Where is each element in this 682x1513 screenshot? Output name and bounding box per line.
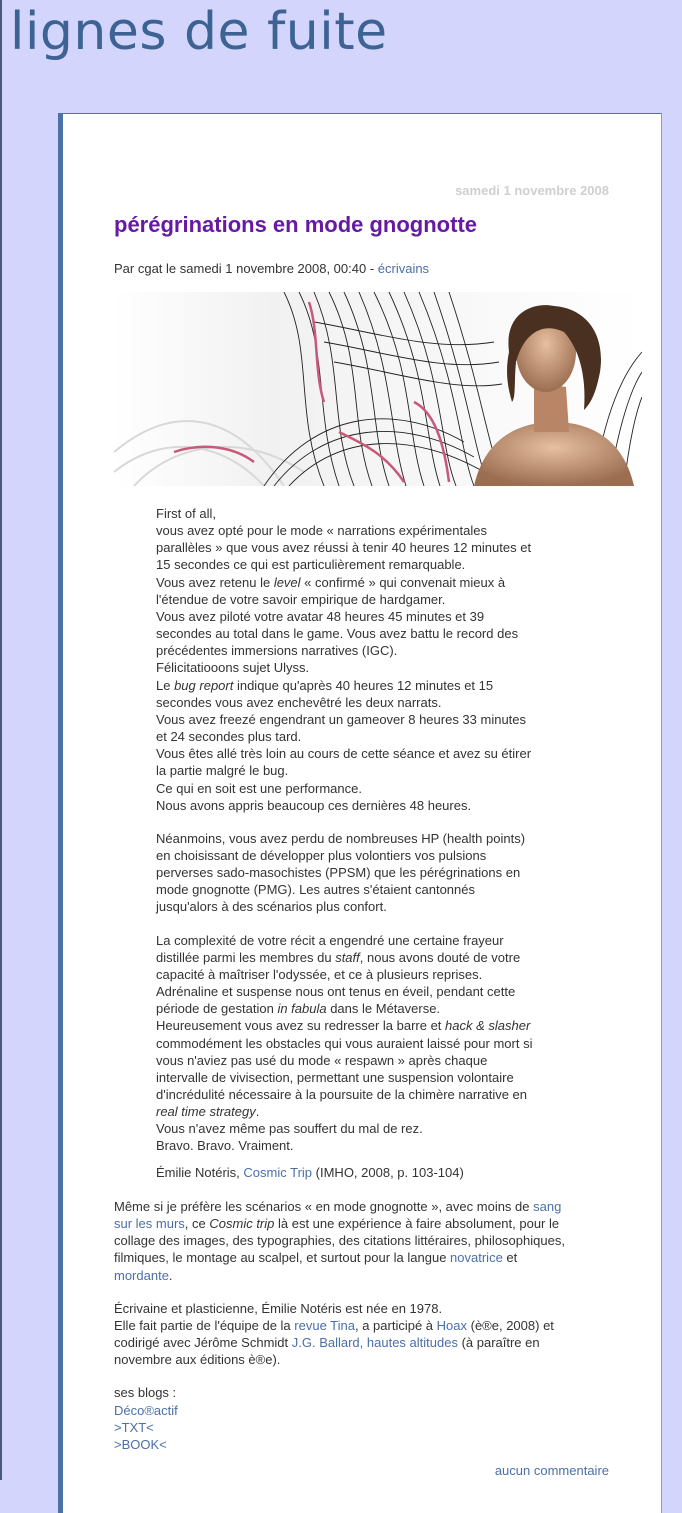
text-segment: First of all, <box>156 506 216 521</box>
text-segment: Bravo. Bravo. Vraiment. <box>156 1138 294 1154</box>
text-segment: Ce qui en soit est une performance. <box>156 780 362 796</box>
text-segment: filmiques, le montage au scalpel, et surtout pour la langue <box>114 1250 451 1266</box>
text-segment: parallèles » que vous avez réussi à tenir 40 heures 12 minutes et <box>156 540 532 556</box>
text-segment: Vous êtes allé très loin au cours de cette séance et avez su étirer <box>156 746 532 762</box>
blog-link-decoractif[interactable]: Déco®actif <box>114 1402 178 1418</box>
text-segment: et 24 secondes plus tard. <box>156 729 302 745</box>
byline-text: Par cgat le samedi 1 novembre 2008, 00:40 - <box>114 261 378 276</box>
text-segment: Félicitatiooons sujet Ulyss. <box>156 660 310 676</box>
text-segment: , nous avons douté de votre <box>359 949 521 965</box>
digital-art-figure-image <box>114 292 642 486</box>
text-segment: mode gnognotte (PMG). Les autres s'étaient cantonnés <box>156 882 476 898</box>
text-segment: période de gestation <box>156 1001 278 1017</box>
text-segment: . <box>168 1267 173 1283</box>
category-link[interactable]: écrivains <box>377 261 430 276</box>
text-segment: dans le Métaverse. <box>326 1001 441 1017</box>
text-segment: d'incrédulité nécessaire à la poursuite de la chimère narrative en <box>156 1087 528 1102</box>
text-segment: en choisissant de développer plus volontiers vos pulsions <box>156 847 487 863</box>
italic-term: level <box>273 574 301 590</box>
text-segment: novembre aux éditions è®e). <box>114 1352 281 1368</box>
inline-link[interactable]: novatrice <box>450 1250 503 1266</box>
site-title[interactable]: lignes de fuite <box>10 2 388 62</box>
text-segment: Adrénaline et suspense nous ont tenus en éveil, pendant cette <box>156 984 516 1000</box>
text-segment: Vous n'avez même pas souffert du mal de rez. <box>156 1121 423 1137</box>
attribution-author: Émilie Notéris, <box>156 1165 244 1180</box>
text-segment: (à paraître en <box>457 1335 540 1351</box>
text-segment: Elle fait partie de l'équipe de la <box>114 1317 295 1333</box>
text-segment: (è®e, 2008) et <box>467 1317 554 1333</box>
blogs-label: ses blogs : <box>114 1385 177 1401</box>
text-segment: , ce <box>184 1216 210 1232</box>
cosmic-trip-link[interactable]: Cosmic Trip <box>243 1165 313 1180</box>
inline-link[interactable]: revue Tina <box>294 1317 355 1333</box>
post-body <box>114 1198 614 1453</box>
body-paragraph-2 <box>114 1300 614 1369</box>
blog-link-txt[interactable]: >TXT< <box>114 1419 154 1435</box>
text-segment: « confirmé » qui convenait mieux à <box>300 574 506 590</box>
text-segment: Néanmoins, vous avez perdu de nombreuses HP (health points) <box>156 830 526 846</box>
text-segment: Le <box>156 677 175 693</box>
blogs-section <box>114 1384 614 1453</box>
text-segment: la partie malgré le bug. <box>156 763 289 779</box>
inline-link[interactable]: mordante <box>114 1267 169 1283</box>
banner-image <box>114 292 642 486</box>
text-segment: Vous avez retenu le <box>156 574 274 590</box>
italic-term: staff <box>335 949 360 965</box>
text-segment: vous n'aviez pas usé du mode « respawn » après chaque <box>156 1052 488 1068</box>
text-segment: Vous avez piloté votre avatar 48 heures 45 minutes et 39 <box>156 608 485 624</box>
attribution-source: (IMHO, 2008, p. 103-104) <box>312 1165 464 1180</box>
text-segment: intervalle de vivisection, permettant une suspension volontaire <box>156 1069 514 1085</box>
post-panel <box>58 113 662 1513</box>
text-segment: codirigé avec Jérôme Schmidt <box>114 1335 292 1351</box>
text-segment: . <box>255 1104 260 1120</box>
text-segment: indique qu'après 40 heures 12 minutes et 15 <box>233 677 494 693</box>
text-segment: là est une expérience à faire absolument, pour le <box>274 1216 560 1232</box>
quote-paragraph-2 <box>156 830 576 916</box>
text-segment: secondes au total dans le game. Vous avez battu le record des <box>156 626 519 642</box>
text-segment: Écrivaine et plasticienne, Émilie Notéris est née en 1978. <box>114 1300 443 1316</box>
italic-term: in fabula <box>277 1001 327 1017</box>
italic-term: hack & slasher <box>445 1018 531 1034</box>
text-segment: 15 secondes ce qui est particulièrement remarquable. <box>156 557 466 573</box>
inline-link[interactable]: J.G. Ballard, hautes altitudes <box>291 1335 458 1351</box>
text-segment: vous avez opté pour le mode « narrations expérimentales <box>156 523 487 539</box>
post-title[interactable]: pérégrinations en mode gnognotte <box>114 212 478 237</box>
text-segment: l'étendue de votre savoir empirique de hardgamer. <box>156 591 446 607</box>
inline-link[interactable]: Hoax <box>436 1317 467 1333</box>
inline-link[interactable]: sang <box>533 1199 562 1214</box>
text-segment: Nous avons appris beaucoup ces dernières 48 heures. <box>156 797 472 813</box>
text-segment: précédentes immersions narratives (IGC). <box>156 643 398 659</box>
inline-link[interactable]: sur les murs <box>114 1216 185 1232</box>
text-segment: secondes vous avez enchevêtré les deux narrats. <box>156 694 442 710</box>
text-segment: collage des images, des typographies, des citations littéraires, philosophiques, <box>114 1233 565 1249</box>
text-segment: Même si je préfère les scénarios « en mode gnognotte », avec moins de <box>114 1199 534 1214</box>
left-border-rule <box>0 0 2 1480</box>
text-segment: capacité à maîtriser l'odyssée, et ce à plusieurs reprises. <box>156 966 483 982</box>
italic-term: real time strategy <box>156 1104 256 1120</box>
text-segment: , a participé à <box>354 1317 437 1333</box>
text-segment: commodément les obstacles qui vous auraient laissé pour mort si <box>156 1035 533 1051</box>
text-segment: Vous avez freezé engendrant un gameover 8 heures 33 minutes <box>156 711 527 727</box>
blog-link-book[interactable]: >BOOK< <box>114 1436 167 1452</box>
post-date: samedi 1 novembre 2008 <box>455 183 609 198</box>
italic-term: Cosmic trip <box>209 1216 275 1232</box>
text-segment: perverses sado-masochistes (PPSM) que les pérégrinations en <box>156 865 521 881</box>
text-segment: Heureusement vous avez su redresser la barre et <box>156 1018 446 1034</box>
body-paragraph-1 <box>114 1198 614 1284</box>
text-segment: La complexité de votre récit a engendré une certaine frayeur <box>156 932 504 948</box>
text-segment: et <box>502 1250 518 1266</box>
quote-paragraph-3 <box>156 932 576 1155</box>
quote-attribution <box>156 1165 464 1180</box>
italic-term: bug report <box>174 677 234 693</box>
quote-block <box>156 505 576 1171</box>
text-segment: jusqu'alors à des scénarios plus confort. <box>156 899 387 915</box>
comments-link[interactable]: aucun commentaire <box>494 1463 609 1478</box>
post-byline <box>114 261 429 276</box>
text-segment: distillée parmi les membres du <box>156 949 336 965</box>
quote-paragraph-1 <box>156 505 576 814</box>
